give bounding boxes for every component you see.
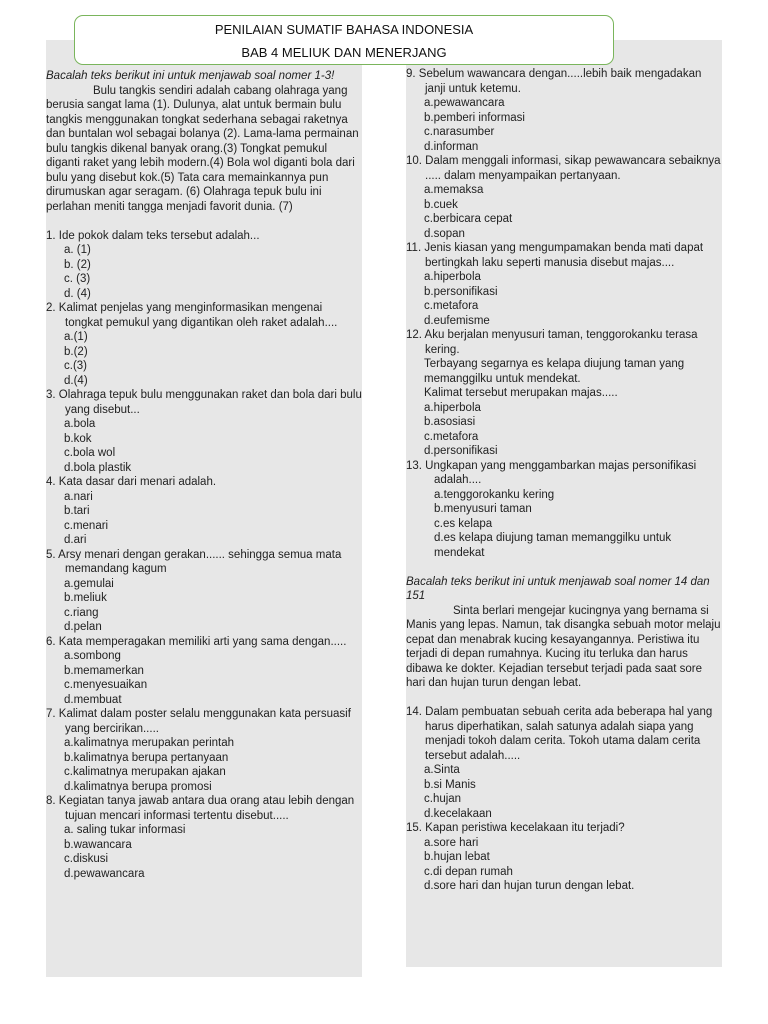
answer-option: c.hujan [424,793,462,805]
left-column [46,69,362,881]
question-text: 1. Ide pokok dalam teks tersebut adalah... [46,229,260,242]
answer-option: b.cuek [424,198,458,211]
question-item-11 [406,241,724,328]
answer-option: d.eufemisme [424,314,490,327]
answer-option: a.hiperbola [424,401,481,414]
question-list [406,705,724,894]
header-box [74,15,614,65]
question-item-10 [406,154,724,241]
question-context-line: Terbayang segarnya es kelapa diujung taman yang memanggilku untuk mendekat. [424,358,685,385]
reading-passage: Sinta berlari mengejar kucingnya yang bernama si Manis yang lepas. Namun, tak disangka sebuah motor melaju cepat dan menabrak kucing kesayangannya. Peristiwa itu terjadi di depan rumahnya. Kucing itu terluka dan harus dibawa ke dokter. Kejadian tersebut terjadi pada saat sore hari dan hujan turun dengan lebat. [406,604,721,689]
answer-option: b. (2) [64,258,91,271]
question-text: 8. Kegiatan tanya jawab antara dua orang atau lebih dengan tujuan mencari informasi tertentu disebut..... [46,795,355,822]
question-text: 4. Kata dasar dari menari adalah. [46,476,217,488]
answer-option: b.kok [64,432,92,445]
answer-option: a. (1) [64,244,91,256]
question-item-8 [46,794,362,881]
reading-instruction: Bacalah teks berikut ini untuk menjawab soal nomer 14 dan 151 [406,575,710,602]
answer-option: c.metafora [424,430,479,443]
spacer [406,560,724,575]
answer-option: d.ari [64,534,87,546]
question-item-4 [46,475,362,548]
answer-option: b.si Manis [424,778,476,791]
question-item-14 [406,705,724,821]
answer-option: a.tenggorokanku kering [434,488,555,501]
answer-option: c.(3) [64,360,87,372]
answer-option: b.tari [64,505,90,517]
question-list [46,229,362,882]
answer-option: d.kecelakaan [424,807,492,820]
answer-option: a.hiperbola [424,271,481,283]
answer-option: c.menyesuaikan [64,679,148,691]
answer-option: c.menari [64,519,109,532]
question-item-12 [406,328,724,459]
question-text: 15. Kapan peristiwa kecelakaan itu terjadi? [406,822,625,834]
answer-option: d.kalimatnya berupa promosi [64,780,212,793]
answer-option: a.kalimatnya merupakan perintah [64,737,235,749]
page-subtitle: BAB 4 MELIUK DAN MENERJANG [241,45,447,60]
question-item-7 [46,707,362,794]
answer-option: a.pewawancara [424,97,505,109]
question-text: 6. Kata memperagakan memiliki arti yang sama dengan..... [46,635,347,648]
answer-option: c.kalimatnya merupakan ajakan [64,766,226,778]
question-item-1 [46,229,362,302]
answer-option: b.meliuk [64,592,107,604]
answer-option: d.sopan [424,227,465,240]
answer-option: c. (3) [64,273,91,285]
answer-option: a.gemulai [64,577,114,590]
question-item-13 [406,459,724,561]
answer-option: b.hujan lebat [424,851,490,863]
answer-option: c.diskusi [64,853,109,865]
reading-passage: Bulu tangkis sendiri adalah cabang olahraga yang berusia sangat lama (1). Dulunya, alat untuk bermain bulu tangkis menggunakan tongkat sederhana sebagai raketnya dan buntalan wol sebagai bolanya (2). Lama-lama permainan bulu tangkis dikenal banyak orang.(3) Tongkat pemukul diganti raket yang lebih modern.(4) Bola wol diganti bola dari bulu yang disebut kok.(5) Tata cara memainkannya pun dirumuskan agar seragam. (6) Olahraga tepuk bulu ini perlahan meniti tangga menjadi favorit dunia. (7) [46,84,359,213]
question-text: 11. Jenis kiasan yang mengumpamakan benda mati dapat bertingkah laku seperti manusia disebut majas.... [406,242,704,269]
answer-option: a.sore hari [424,836,479,849]
question-item-5 [46,548,362,635]
question-text: 12. Aku berjalan menyusuri taman, tenggorokanku terasa kering. [406,329,698,356]
answer-option: d.informan [424,140,479,153]
answer-option: d.membuat [64,693,122,706]
reading-instruction: Bacalah teks berikut ini untuk menjawab soal nomer 1-3! [46,70,335,82]
answer-option: c.riang [64,606,99,619]
answer-option: c.bola wol [64,447,116,459]
answer-option: b.asosiasi [424,416,476,428]
answer-option: a.memaksa [424,184,484,196]
question-text: 10. Dalam menggali informasi, sikap pewawancara sebaiknya ..... dalam menyampaikan pertanyaan. [406,155,721,182]
answer-option: c.di depan rumah [424,865,513,878]
answer-option: c.es kelapa [434,517,493,530]
question-item-15 [406,821,724,894]
answer-option: b.pemberi informasi [424,111,525,124]
question-item-6 [46,635,362,708]
answer-option: b.menyusuri taman [434,503,532,515]
answer-option: a.bola [64,418,96,430]
answer-option: a. saling tukar informasi [64,824,186,836]
answer-option: d.es kelapa diujung taman memanggilku untuk mendekat [434,532,672,559]
question-text: 3. Olahraga tepuk bulu menggunakan raket dan bola dari bulu yang disebut... [46,389,362,416]
answer-option: d.sore hari dan hujan turun dengan lebat. [424,880,635,892]
answer-option: d.bola plastik [64,461,132,474]
answer-option: d.pelan [64,621,102,633]
question-item-3 [46,388,362,475]
spacer [46,214,362,229]
question-item-2 [46,301,362,388]
answer-option: d.personifikasi [424,445,498,457]
answer-option: b.wawancara [64,838,132,851]
answer-option: a.Sinta [424,764,460,776]
question-text: 14. Dalam pembuatan sebuah cerita ada beberapa hal yang harus diperhatikan, salah satunya adalah siapa yang menjadi tokoh dalam cerita. Tokoh utama dalam cerita tersebut adalah..... [406,706,713,762]
question-text: 13. Ungkapan yang menggambarkan majas personifikasi adalah.... [406,459,697,486]
question-context-line: Kalimat tersebut merupakan majas..... [424,387,618,399]
spacer [406,691,724,706]
answer-option: b.memamerkan [64,664,144,677]
answer-option: a.nari [64,490,93,503]
answer-option: c.metafora [424,300,479,312]
question-item-9 [406,67,724,154]
answer-option: b.personifikasi [424,285,498,298]
answer-option: a.sombong [64,650,121,662]
page-title: PENILAIAN SUMATIF BAHASA INDONESIA [214,22,474,37]
answer-option: b.(2) [64,345,88,358]
answer-option: b.kalimatnya berupa pertanyaan [64,751,229,764]
answer-option: d.(4) [64,374,88,387]
answer-option: c.narasumber [424,126,495,138]
answer-option: c.berbicara cepat [424,213,513,225]
question-text: 5. Arsy menari dengan gerakan...... sehingga semua mata memandang kagum [46,548,342,575]
question-text: 9. Sebelum wawancara dengan.....lebih baik mengadakan janji untuk ketemu. [406,68,702,95]
answer-option: a.(1) [64,331,88,343]
answer-option: d.pewawancara [64,867,145,880]
question-text: 7. Kalimat dalam poster selalu menggunakan kata persuasif yang bercirikan..... [46,708,351,735]
answer-option: d. (4) [64,287,91,300]
question-list [406,67,724,328]
right-column [406,67,724,894]
question-text: 2. Kalimat penjelas yang menginformasikan mengenai tongkat pemukul yang digantikan oleh raket adalah.... [46,302,338,329]
